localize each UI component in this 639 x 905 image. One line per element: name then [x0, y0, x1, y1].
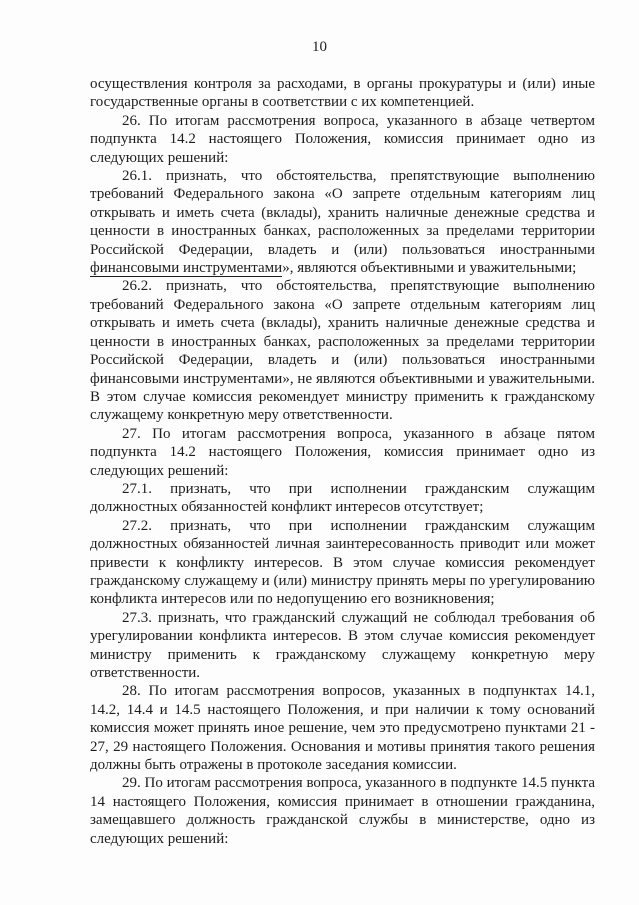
paragraph-27: 27. По итогам рассмотрения вопроса, указанного в абзаце пятом подпункта 14.2 настоящего Положения, комиссия принимает одно из следующих решений: [90, 425, 595, 479]
underlined-phrase: финансовыми инструментами [90, 260, 283, 277]
paragraph-continuation: осуществления контроля за расходами, в органы прокуратуры и (или) иные государственные органы в соответствии с их компетенцией. [90, 76, 595, 111]
paragraph-26: 26. По итогам рассмотрения вопроса, указанного в абзаце четвертом подпункта 14.2 настоящего Положения, комиссия принимает одно из следующих решений: [90, 112, 595, 166]
document-body [90, 75, 595, 848]
paragraph-26-2: 26.2. признать, что обстоятельства, препятствующие выполнению требований Федерального закона «О запрете отдельным категориям лиц открывать и иметь счета (вклады), хранить наличные денежные средства и ценности в иностранных банках, расположенных за пределами территории Российской Федерации, владеть и (или) пользоваться иностранными финансовыми инструментами», не являются объективными и уважительными. В этом случае комиссия рекомендует министру применить к гражданскому служащему конкретную меру ответственности. [90, 278, 595, 424]
page-number: 10 [312, 39, 327, 55]
paragraph-28: 28. По итогам рассмотрения вопросов, указанных в подпунктах 14.1, 14.2, 14.4 и 14.5 настоящего Положения, и при наличии к тому оснований комиссия может принять иное решение, чем это предусмотрено пунктами 21 - 27, 29 настоящего Положения. Основания и мотивы принятия такого решения должны быть отражены в протоколе заседания комиссии. [90, 683, 595, 774]
paragraph-26-1-text: 26.1. признать, что обстоятельства, препятствующие выполнению требований Федерального закона «О запрете отдельным категориям лиц открывать и иметь счета (вклады), хранить наличные денежные средства и ценности в иностранных банках, расположенных за пределами территории Российской Федерации, владеть и (или) пользоваться иностранными [90, 168, 595, 258]
paragraph-27-1: 27.1. признать, что при исполнении гражданским служащим должностных обязанностей конфликт интересов отсутствует; [90, 480, 595, 516]
paragraph-27-2: 27.2. признать, что при исполнении гражданским служащим должностных обязанностей личная заинтересованность приводит или может привести к конфликту интересов. В этом случае комиссия рекомендует гражданскому служащему и (или) министру принять меры по урегулированию конфликта интересов или по недопущению его возникновения; [90, 517, 595, 608]
paragraph-27-3: 27.3. признать, что гражданский служащий не соблюдал требования об урегулировании конфликта интересов. В этом случае комиссия рекомендует министру применить к гражданскому служащему конкретную меру ответственности. [90, 609, 595, 681]
paragraph-29: 29. По итогам рассмотрения вопроса, указанного в подпункте 14.5 пункта 14 настоящего Положения, комиссия принимает в отношении гражданина, замещавшего должность гражданской службы в министерстве, одно из следующих решений: [90, 775, 595, 847]
paragraph-26-1 [90, 167, 595, 277]
paragraph-26-1-ending: », являются объективными и уважительными; [282, 260, 577, 277]
